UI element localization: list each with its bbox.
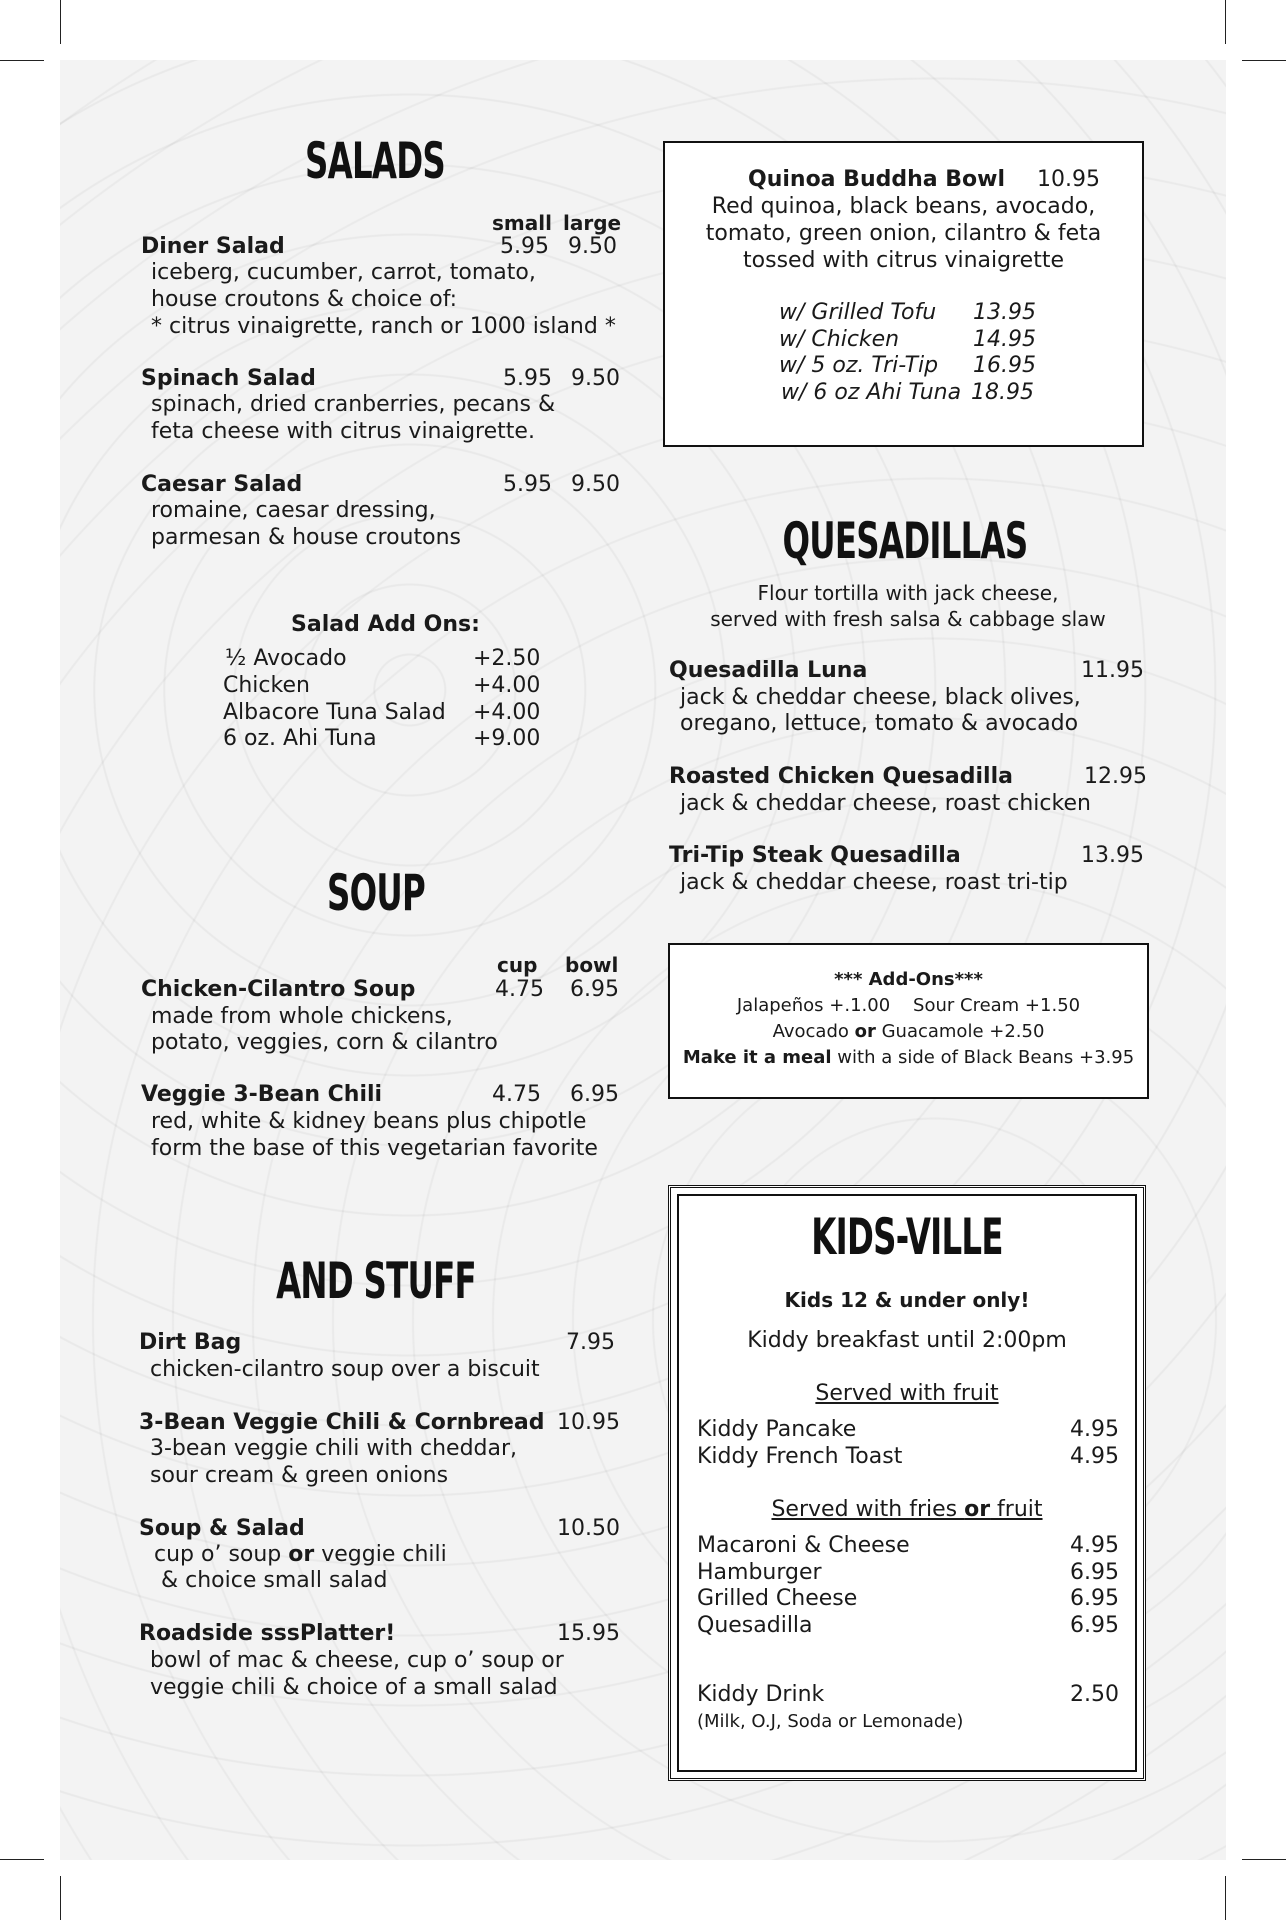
crop-mark (0, 60, 44, 61)
item-price: 10.95 (1037, 167, 1101, 192)
kids-ville-heading: KIDS-VILLE (811, 1208, 1003, 1266)
kids-item-name: Hamburger (697, 1560, 822, 1585)
salads-col-large: large (563, 211, 622, 235)
addons-line (670, 1019, 1147, 1045)
kids-item-price: 6.95 (1070, 1586, 1119, 1611)
crop-mark (1242, 60, 1286, 61)
item-price: 12.95 (1084, 764, 1147, 789)
item-description: oregano, lettuce, tomato & avocado (680, 711, 1079, 736)
kids-item-name: Kiddy Drink (697, 1682, 825, 1707)
crop-mark (1242, 1859, 1286, 1860)
addon-price: +2.50 (473, 646, 541, 671)
item-description-or: or (288, 1542, 315, 1567)
option-name: w/ 6 oz Ahi Tuna (781, 380, 962, 405)
menu-item-name: 3-Bean Veggie Chili & Cornbread (139, 1410, 545, 1435)
addon-price: +4.00 (473, 673, 541, 698)
item-description: 3-bean veggie chili with cheddar, (150, 1436, 518, 1461)
buddha-bowl-title (748, 167, 1100, 193)
quesadillas-intro: Flour tortilla with jack cheese, (757, 581, 1059, 605)
item-description: jack & cheddar cheese, roast chicken (680, 791, 1091, 816)
menu-item-name: Tri-Tip Steak Quesadilla (669, 843, 961, 868)
quesadilla-addons-box (668, 943, 1149, 1099)
item-description: feta cheese with citrus vinaigrette. (151, 419, 535, 444)
item-price: 7.95 (566, 1330, 615, 1355)
kids-drink-description: (Milk, O.J, Soda or Lemonade) (697, 1711, 964, 1732)
soup-col-cup: cup (497, 953, 538, 977)
addons-line: Jalapeños +.1.00 Sour Cream +1.50 (736, 995, 1081, 1016)
quesadillas-heading: QUESADILLAS (782, 512, 1028, 570)
kids-item-price: 4.95 (1070, 1417, 1119, 1442)
kids-item-price: 4.95 (1070, 1444, 1119, 1469)
addons-line-text: Avocado (772, 1021, 855, 1042)
item-description-text: cup o’ soup (154, 1542, 289, 1567)
kids-group-title: Served with fruit (815, 1381, 999, 1406)
menu-item-name: Caesar Salad (141, 472, 303, 497)
item-description: romaine, caesar dressing, (151, 498, 436, 523)
kids-item-name: Grilled Cheese (697, 1586, 858, 1611)
item-price: 10.50 (557, 1516, 620, 1541)
addons-title: *** Add-Ons*** (834, 969, 983, 990)
addons-line-text: Guacamole +2.50 (875, 1021, 1045, 1042)
price-cup: 4.75 (492, 1082, 541, 1107)
item-price: 10.95 (557, 1410, 620, 1435)
item-description: red, white & kidney beans plus chipotle (151, 1109, 587, 1134)
addons-line-or: or (854, 1021, 876, 1042)
kids-item-price: 2.50 (1070, 1682, 1119, 1707)
kids-item-name: Kiddy Pancake (697, 1417, 857, 1442)
crop-mark (0, 1859, 44, 1860)
kids-item-price: 6.95 (1070, 1560, 1119, 1585)
item-description: tossed with citrus vinaigrette (743, 248, 1064, 273)
kids-item-name: Kiddy French Toast (697, 1444, 903, 1469)
soup-heading: SOUP (326, 864, 426, 922)
kids-age-note: Kids 12 & under only! (784, 1288, 1030, 1312)
item-description: bowl of mac & cheese, cup o’ soup or (150, 1648, 564, 1673)
kids-group-title-text: fruit (990, 1497, 1043, 1522)
price-large: 9.50 (568, 234, 617, 259)
item-description: spinach, dried cranberries, pecans & (151, 392, 556, 417)
menu-item-name: Roadside sssPlatter! (139, 1621, 396, 1646)
crop-mark (60, 1876, 61, 1920)
item-price: 11.95 (1081, 658, 1144, 683)
kids-ville-box (668, 1185, 1146, 1781)
addon-name: Albacore Tuna Salad (223, 700, 446, 725)
kids-group-title-or: or (964, 1497, 991, 1522)
menu-item-name: Dirt Bag (139, 1330, 242, 1355)
menu-item-name: Spinach Salad (141, 366, 316, 391)
item-description: tomato, green onion, cilantro & feta (705, 221, 1102, 246)
addons-line-text: with a side of Black Beans +3.95 (831, 1047, 1135, 1068)
item-description: sour cream & green onions (150, 1463, 449, 1488)
item-description: * citrus vinaigrette, ranch or 1000 island * (151, 314, 616, 339)
addons-meal-label: Make it a meal (682, 1047, 832, 1068)
price-small: 5.95 (503, 366, 552, 391)
option-price: 16.95 (973, 353, 1036, 378)
salads-heading: SALADS (304, 132, 445, 190)
kids-breakfast-note: Kiddy breakfast until 2:00pm (747, 1328, 1067, 1353)
kids-group-title (671, 1497, 1143, 1523)
menu-item-name: Soup & Salad (139, 1516, 305, 1541)
kids-item-price: 6.95 (1070, 1613, 1119, 1638)
addon-name: Chicken (223, 673, 310, 698)
menu-item-name: Veggie 3-Bean Chili (141, 1082, 383, 1107)
item-description-text: veggie chili (314, 1542, 447, 1567)
option-price: 18.95 (971, 380, 1034, 405)
item-description: veggie chili & choice of a small salad (150, 1675, 558, 1700)
menu-item-name: Quinoa Buddha Bowl (748, 167, 1006, 192)
price-large: 9.50 (571, 472, 620, 497)
option-price: 13.95 (973, 300, 1036, 325)
price-small: 5.95 (500, 234, 549, 259)
item-description (154, 1542, 447, 1568)
option-price: 14.95 (973, 327, 1036, 352)
item-description: made from whole chickens, (151, 1004, 453, 1029)
kids-item-name: Macaroni & Cheese (697, 1533, 910, 1558)
kids-item-name: Quesadilla (697, 1613, 813, 1638)
salads-col-small: small (492, 211, 552, 235)
addons-line (670, 1045, 1147, 1071)
item-description: potato, veggies, corn & cilantro (151, 1030, 498, 1055)
item-description: chicken-cilantro soup over a biscuit (150, 1357, 540, 1382)
price-bowl: 6.95 (570, 977, 619, 1002)
menu-item-name: Diner Salad (141, 234, 285, 259)
price-bowl: 6.95 (570, 1082, 619, 1107)
price-cup: 4.75 (495, 977, 544, 1002)
addon-price: +9.00 (473, 726, 541, 751)
price-large: 9.50 (571, 366, 620, 391)
crop-mark (1225, 1876, 1226, 1920)
item-price: 13.95 (1081, 843, 1144, 868)
price-small: 5.95 (503, 472, 552, 497)
item-description: Red quinoa, black beans, avocado, (711, 194, 1096, 219)
buddha-bowl-box (663, 141, 1144, 447)
addon-name: ½ Avocado (225, 646, 347, 671)
menu-item-name: Roasted Chicken Quesadilla (669, 764, 1013, 789)
soup-col-bowl: bowl (565, 953, 619, 977)
item-price: 15.95 (557, 1621, 620, 1646)
item-description: house croutons & choice of: (151, 287, 458, 312)
salad-addons-title: Salad Add Ons: (291, 612, 480, 637)
menu-item-name: Chicken-Cilantro Soup (141, 977, 416, 1002)
crop-mark (60, 0, 61, 44)
addon-name: 6 oz. Ahi Tuna (223, 726, 377, 751)
item-description: form the base of this vegetarian favorite (151, 1136, 598, 1161)
option-name: w/ Chicken (779, 327, 900, 352)
item-description: parmesan & house croutons (151, 525, 461, 550)
kids-group-title-text: Served with fries (771, 1497, 965, 1522)
option-name: w/ 5 oz. Tri-Tip (779, 353, 939, 378)
item-description: jack & cheddar cheese, roast tri-tip (680, 870, 1068, 895)
and-stuff-heading: AND STUFF (276, 1252, 476, 1310)
item-description: & choice small salad (154, 1568, 388, 1593)
menu-item-name: Quesadilla Luna (669, 658, 868, 683)
quesadillas-intro: served with fresh salsa & cabbage slaw (710, 607, 1106, 631)
crop-mark (1225, 0, 1226, 44)
kids-item-price: 4.95 (1070, 1533, 1119, 1558)
option-name: w/ Grilled Tofu (779, 300, 937, 325)
item-description: iceberg, cucumber, carrot, tomato, (151, 260, 536, 285)
item-description: jack & cheddar cheese, black olives, (680, 685, 1081, 710)
addon-price: +4.00 (473, 700, 541, 725)
